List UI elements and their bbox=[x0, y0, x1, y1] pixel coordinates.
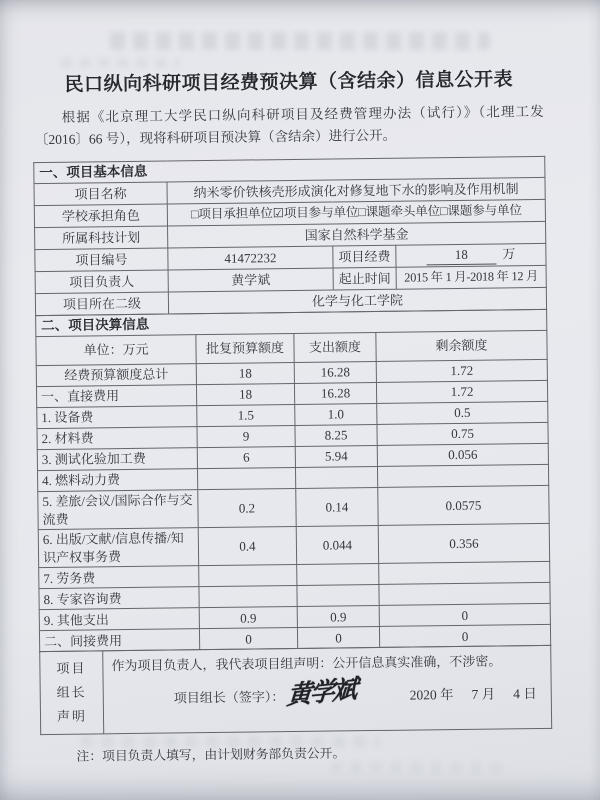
side-label-line: 组长 bbox=[56, 684, 87, 701]
program-value: 国家自然科学基金 bbox=[168, 221, 546, 248]
college-label: 项目所在二级 bbox=[35, 292, 168, 316]
cell-spent: 16.28 bbox=[294, 362, 376, 384]
cell-remaining: 0.75 bbox=[377, 423, 548, 446]
cell-approved: 9 bbox=[197, 426, 295, 448]
intro-paragraph: 根据《北京理工大学民口纵向科研项目及经费管理办法（试行）》（北理工发〔2016〕66 号），现将科研项目预决算（含结余）进行公开。 bbox=[34, 103, 544, 147]
cell-approved bbox=[197, 468, 295, 490]
side-label-line: 声明 bbox=[56, 708, 88, 725]
cell-remaining: 0.0575 bbox=[378, 486, 549, 526]
project-number-label: 项目编号 bbox=[35, 248, 168, 272]
project-name-label: 项目名称 bbox=[34, 182, 167, 206]
project-name-value: 纳米零价铁核壳形成演化对修复地下水的影响及作用机制 bbox=[167, 177, 545, 204]
table-row bbox=[38, 486, 549, 530]
section-title-basic: 一、项目基本信息 bbox=[34, 156, 545, 183]
project-number-value: 41472232 bbox=[168, 246, 333, 270]
declaration-body bbox=[103, 646, 552, 734]
cell-remaining bbox=[377, 465, 548, 488]
col-header-approved: 批复预算额度 bbox=[196, 334, 294, 364]
school-role-label: 学校承担角色 bbox=[34, 204, 167, 228]
role-option-participant-checked: ☑项目参与单位 bbox=[272, 205, 359, 221]
row-label: 6. 出版/文献/信息传播/知识产权事务费 bbox=[38, 528, 198, 568]
cell-remaining: 0 bbox=[379, 604, 550, 627]
program-label: 所属科技计划 bbox=[35, 226, 168, 250]
declaration-statement: 作为项目负责人，我代表项目组声明：公开信息真实准确，不涉密。 bbox=[111, 653, 502, 674]
cell-spent bbox=[295, 467, 377, 489]
row-label: 9. 其他支出 bbox=[39, 608, 199, 631]
cell-approved: 0.2 bbox=[198, 489, 296, 528]
declaration-side-label bbox=[40, 651, 104, 735]
role-option-undertaker: □项目承担单位 bbox=[190, 206, 273, 222]
cell-spent: 5.94 bbox=[295, 446, 377, 468]
cell-spent: 8.25 bbox=[295, 425, 377, 447]
funds-amount: 18 bbox=[426, 246, 496, 265]
period-value: 2015 年 1 月-2018 年 12 月 bbox=[396, 265, 546, 289]
row-label: 二、间接费用 bbox=[39, 629, 199, 652]
cell-approved bbox=[199, 586, 297, 608]
date-day: 4 日 bbox=[513, 685, 537, 701]
cell-approved: 6 bbox=[197, 447, 295, 469]
cell-spent bbox=[297, 564, 379, 586]
row-label: 5. 差旅/会议/国际合作与交流费 bbox=[38, 490, 198, 530]
signature-date bbox=[410, 685, 543, 705]
row-label: 一、直接费用 bbox=[36, 385, 196, 408]
section-title-budget: 二、项目决算信息 bbox=[36, 309, 547, 336]
role-option-topic-participant: □课题参与单位 bbox=[439, 203, 522, 219]
declaration-table bbox=[39, 645, 552, 735]
role-option-topic-lead: □课题牵头单位 bbox=[358, 204, 441, 220]
cell-approved: 1.5 bbox=[197, 405, 295, 427]
handwritten-signature: 黄学斌 bbox=[285, 675, 357, 711]
project-leader-label: 项目负责人 bbox=[35, 270, 168, 294]
row-label: 7. 劳务费 bbox=[39, 566, 199, 589]
project-funds-label: 项目经费 bbox=[333, 245, 396, 268]
cell-spent: 1.0 bbox=[295, 404, 377, 426]
row-label: 8. 专家咨询费 bbox=[39, 587, 199, 610]
cell-remaining: 1.72 bbox=[376, 360, 547, 383]
row-label: 3. 测试化验加工费 bbox=[37, 448, 197, 471]
page-title: 民口纵向科研项目经费预决算（含结余）信息公开表 bbox=[64, 69, 514, 96]
cell-approved: 18 bbox=[196, 363, 294, 385]
cell-approved: 0.9 bbox=[199, 607, 297, 629]
row-label: 2. 材料费 bbox=[37, 427, 197, 450]
cell-remaining bbox=[379, 583, 550, 606]
period-label: 起止时间 bbox=[333, 267, 396, 290]
cell-remaining: 0.356 bbox=[378, 524, 549, 564]
footer-note: 注：项目负责人填写，由计划财务部负责公开。 bbox=[76, 746, 346, 765]
cell-spent: 16.28 bbox=[294, 383, 376, 405]
cell-spent: 0.14 bbox=[296, 488, 378, 527]
table-row bbox=[40, 646, 552, 735]
date-month: 7 月 bbox=[471, 686, 496, 702]
cell-remaining bbox=[379, 562, 550, 585]
college-value: 化学与化工学院 bbox=[168, 287, 546, 314]
signature-row bbox=[112, 675, 543, 713]
basic-info-table bbox=[33, 156, 547, 316]
sign-label: 项目组长（签字）： bbox=[173, 689, 285, 706]
cell-approved: 0.4 bbox=[198, 527, 296, 566]
col-header-remaining: 剩余额度 bbox=[376, 331, 547, 362]
project-funds-value bbox=[396, 243, 546, 267]
cell-remaining: 0 bbox=[379, 625, 550, 648]
bleed-through-mark-bottom bbox=[330, 762, 510, 773]
table-row bbox=[38, 524, 549, 568]
cell-remaining: 0.5 bbox=[377, 402, 548, 425]
cell-spent: 0 bbox=[297, 627, 379, 649]
cell-remaining: 1.72 bbox=[376, 381, 547, 404]
funds-unit: 万 bbox=[502, 246, 516, 262]
row-label: 4. 燃料动力费 bbox=[38, 469, 198, 492]
row-label: 经费预算额度总计 bbox=[36, 364, 196, 387]
row-label: 1. 设备费 bbox=[37, 406, 197, 429]
cell-spent: 0.9 bbox=[297, 606, 379, 628]
cell-approved: 18 bbox=[196, 384, 294, 406]
side-label-line: 项目 bbox=[56, 660, 87, 677]
col-header-spent: 支出额度 bbox=[294, 333, 376, 363]
budget-table bbox=[35, 309, 551, 653]
cell-approved: 0 bbox=[199, 628, 297, 650]
date-year: 2020 年 bbox=[409, 686, 454, 703]
cell-approved bbox=[199, 565, 297, 587]
cell-remaining: 0.056 bbox=[377, 444, 548, 467]
cell-spent: 0.044 bbox=[296, 526, 378, 565]
col-header-unit: 单位：万元 bbox=[36, 335, 196, 366]
document-content bbox=[31, 0, 553, 765]
cell-spent bbox=[297, 585, 379, 607]
project-leader-value: 黄学斌 bbox=[168, 268, 333, 292]
